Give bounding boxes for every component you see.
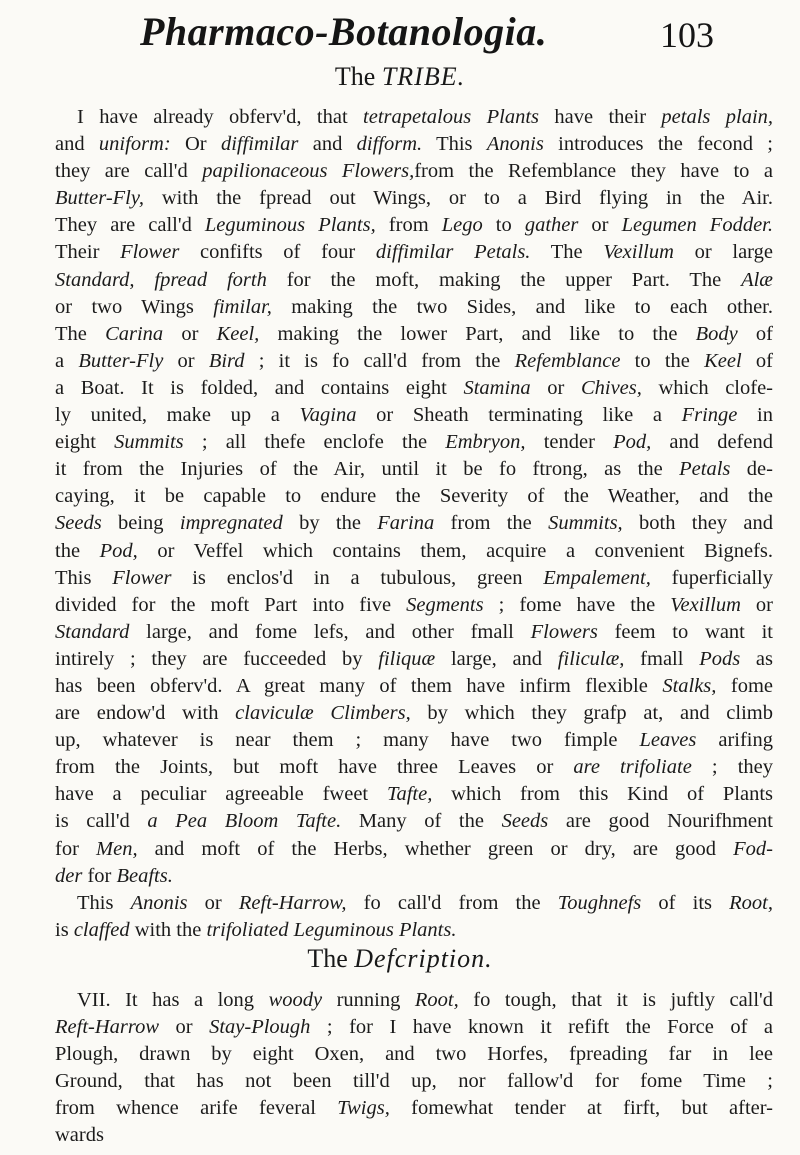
roman-text: is enclos'd in a tubulous, green [171,566,544,589]
italic-text: Keel, [216,322,260,345]
roman-text: or Sheath terminating like a [356,404,682,427]
italic-text: fimilar, [213,295,272,318]
italic-text: Lego [441,214,483,237]
italic-text: Butter-Fly, [55,187,144,210]
roman-text: or [163,322,217,345]
italic-text: Chives, [580,376,642,399]
text-line [55,375,773,402]
running-head [0,6,800,56]
text-line [55,754,773,781]
text-line [55,456,773,483]
roman-text: This [77,891,131,914]
italic-text: Farina [377,512,435,535]
roman-text: making the two Sides, and like to each other. [271,295,773,318]
roman-text: arifing [696,729,773,752]
roman-text: confifts of four [179,241,376,264]
roman-text: The [55,322,106,345]
italic-text: Bird [208,349,245,372]
roman-text: from whence arife feveral [55,1097,338,1120]
italic-text: Root, [729,891,773,914]
text-line [55,619,773,646]
roman-text: VII. It has a long [77,989,269,1011]
text-line [55,483,773,510]
text-line [55,131,773,158]
italic-text: Stay-Plough [209,1016,311,1039]
italic-text: Summits [114,431,184,454]
text-line [55,402,773,429]
roman-text: is [55,918,74,941]
roman-text: by which they grafp at, and climb [410,702,773,725]
roman-text: large, and fome lefs, and other fmall [129,620,531,643]
section-heading-description [0,944,800,974]
italic-text: Standard, fpread forth [55,268,267,291]
text-line [55,538,773,565]
roman-text: fuperficially [650,566,773,589]
text-line [55,1014,773,1041]
italic-text: Butter-Fly [78,349,164,372]
italic-text: Pods [699,647,741,670]
italic-text: Anonis [130,891,188,914]
roman-text: being [101,512,180,535]
roman-text: have their [539,106,662,128]
roman-text: which clofe- [641,376,773,399]
roman-text: has been obferv'd. A great many of them have infirm flexible [55,674,663,697]
italic-text: Fringe [681,404,738,427]
italic-text: papilionaceous Flowers, [202,160,415,183]
roman-text: which from this Kind of Plants [432,783,773,806]
page-number: 103 [660,15,714,55]
text-line [55,727,773,754]
italic-text: gather [524,214,579,237]
roman-text: from the Joints, but moft have three Leaves or [55,756,574,779]
roman-text: are good Nourifhment [548,810,773,833]
text-line [55,510,773,537]
roman-text: of [741,349,774,372]
italic-text: Anonis [486,133,544,156]
text-line [55,836,773,863]
text-line [55,808,773,835]
italic-text: Flower [120,241,180,264]
italic-text: Beafts. [116,864,173,887]
text-line [55,321,773,348]
italic-text: difform. [356,133,423,156]
roman-text: fo call'd from the [346,891,558,914]
roman-text: up, whatever is near them ; many have two fimple [55,729,640,752]
text-line [55,158,773,185]
roman-text: This [422,133,487,156]
italic-text: Seeds [501,810,549,833]
roman-text: from [375,214,442,237]
italic-text: Twigs, [337,1097,390,1120]
roman-text: fmall [624,647,700,670]
roman-text: fome [716,674,773,697]
roman-text: or [530,376,581,399]
italic-text: Vexillum [670,593,741,616]
roman-text: in [737,404,773,427]
roman-text: ; they [691,756,773,779]
italic-text: claffed [73,918,130,941]
italic-text: der [55,864,83,887]
roman-text: or [740,593,773,616]
roman-text: or [578,214,622,237]
italic-text: Reft-Harrow, [238,891,347,914]
roman-text: Or [170,133,221,156]
roman-text: Plough, drawn by eight Oxen, and two Horfes, fpreading far in lee [55,1043,773,1066]
italic-text: Vexillum [603,241,674,264]
italic-text: Leaves [639,729,697,752]
text-line [55,1095,773,1122]
italic-text: Empalement, [543,566,651,589]
running-title: Pharmaco-Botanologia. [140,9,548,54]
text-line [55,592,773,619]
roman-text: and defend [651,431,773,454]
roman-text: introduces the fecond ; [543,133,773,156]
roman-text: or two Wings [55,295,214,318]
roman-text: They are call'd [55,214,205,237]
roman-text: for the moft, making the upper Part. The [266,268,742,291]
roman-text: tender [525,431,614,454]
heading-italic: TRIBE. [381,62,466,91]
roman-text: large, and [435,647,558,670]
roman-text: of its [641,891,730,914]
roman-text: by the [282,512,378,535]
italic-text: Seeds [55,512,102,535]
italic-text: Segments [406,593,484,616]
italic-text: impregnated [179,512,283,535]
roman-text: I have already obferv'd, that [77,106,364,128]
italic-text: Tafte, [386,783,433,806]
roman-text: or [159,1016,210,1039]
italic-text: Stalks, [662,674,717,697]
italic-text: a Pea Bloom Tafte. [147,810,342,833]
text-line [55,646,773,673]
italic-text: filiculæ, [557,647,625,670]
italic-text: Reft-Harrow [55,1016,160,1039]
text-line [55,917,773,944]
roman-text: or [187,891,239,914]
roman-text: or [163,349,209,372]
text-line [55,987,773,1014]
roman-text: they are call'd [55,160,203,183]
italic-text: diffimilar [220,133,299,156]
italic-text: Petals [679,458,731,481]
roman-text: from the Refemblance they have to a [414,160,773,183]
roman-text: and [298,133,357,156]
roman-text: making the lower Part, and like to the [259,322,696,345]
roman-text: with the fpread out Wings, or to a Bird flying in the Air. [143,187,773,210]
roman-text: Ground, that has not been till'd up, nor fallow'd for fome Time ; [55,1070,773,1093]
roman-text: a Boat. It is folded, and contains eight [55,376,464,399]
text-line [55,267,773,294]
roman-text: ; all thefe enclofe the [183,431,446,454]
italic-text: Embryon, [445,431,526,454]
roman-text: fomewhat tender at firft, but after- [389,1097,773,1120]
italic-text: uniform: [98,133,171,156]
text-line [55,1041,773,1068]
text-line [55,239,773,266]
catchword: wards [55,1124,104,1147]
italic-text: Carina [105,322,164,345]
roman-text: from the [434,512,549,535]
italic-text: are trifoliate [573,756,692,779]
roman-text: This [55,566,113,589]
roman-text: or large [673,241,773,264]
text-line [55,348,773,375]
roman-text: a [55,349,79,372]
roman-text: to [482,214,525,237]
italic-text: woody [268,989,323,1011]
roman-text: fo tough, that it is juftly call'd [458,989,773,1011]
roman-text: ly united, make up a [55,404,300,427]
roman-text: have a peculiar agreeable fweet [55,783,387,806]
tribe-paragraph [55,104,773,944]
roman-text: ; for I have known it refift the Force of a [310,1016,774,1039]
roman-text: for [55,837,97,860]
italic-text: tetrapetalous Plants [363,106,540,128]
italic-text: filiquæ [378,647,436,670]
text-line [55,185,773,212]
roman-text: de- [730,458,773,481]
italic-text: claviculæ Climbers, [235,702,411,725]
italic-text: Legumen Fodder. [621,214,774,237]
italic-text: trifoliated Leguminous Plants. [206,918,457,941]
description-paragraph [55,987,773,1150]
roman-text: to the [620,349,705,372]
italic-text: Flowers [530,620,598,643]
roman-text: and moft of the Herbs, whether green or dry, are good [137,837,734,860]
roman-text: feem to want it [597,620,774,643]
text-line [55,565,773,592]
roman-text: or Veffel which contains them, acquire a convenient Bignefs. [137,539,773,562]
section-heading-tribe [0,62,800,92]
roman-text: it from the Injuries of the Air, until it be fo ftrong, as the [55,458,680,481]
text-line [55,1068,773,1095]
italic-text: Fod- [733,837,773,860]
roman-text: with the [129,918,207,941]
roman-text: eight [55,431,115,454]
roman-text: intirely ; they are fucceeded by [55,647,379,670]
text-line [55,673,773,700]
roman-text: Many of the [341,810,502,833]
roman-text: ; it is fo call'd from the [244,349,515,372]
roman-text: Their [55,241,121,264]
italic-text: Men, [96,837,138,860]
italic-text: Body [695,322,738,345]
text-line [55,104,773,131]
roman-text: caying, it be capable to endure the Severity of the Weather, and the [55,485,773,508]
italic-text: diffimilar Petals. [375,241,531,264]
italic-text: Keel [704,349,742,372]
italic-text: Vagina [299,404,357,427]
roman-text: are endow'd with [55,702,236,725]
italic-text: Summits, [548,512,623,535]
italic-text: Refemblance [514,349,621,372]
heading-prefix: The [307,944,355,973]
text-line [55,429,773,456]
roman-text: both they and [622,512,773,535]
text-line [55,212,773,239]
roman-text: is call'd [55,810,148,833]
italic-text: Pod, [99,539,138,562]
roman-text: for [82,864,117,887]
heading-italic: Defcription. [354,944,493,973]
italic-text: Toughnefs [557,891,642,914]
italic-text: Flower [112,566,172,589]
italic-text: Leguminous Plants, [204,214,376,237]
italic-text: Alæ [741,268,773,291]
roman-text: of [737,322,774,345]
text-line [55,700,773,727]
italic-text: Root, [414,989,459,1011]
roman-text: The [530,241,604,264]
roman-text: ; fome have the [483,593,671,616]
roman-text: as [740,647,774,670]
italic-text: Pod, [613,431,652,454]
heading-prefix: The [334,62,382,91]
text-line [55,781,773,808]
italic-text: Stamina [463,376,531,399]
roman-text: divided for the moft Part into five [55,593,407,616]
roman-text: the [55,539,100,562]
roman-text: running [322,989,415,1011]
roman-text: and [55,133,99,156]
text-line [55,294,773,321]
italic-text: petals plain, [661,106,774,128]
text-line [55,863,773,890]
italic-text: Standard [55,620,130,643]
text-line [55,890,773,917]
